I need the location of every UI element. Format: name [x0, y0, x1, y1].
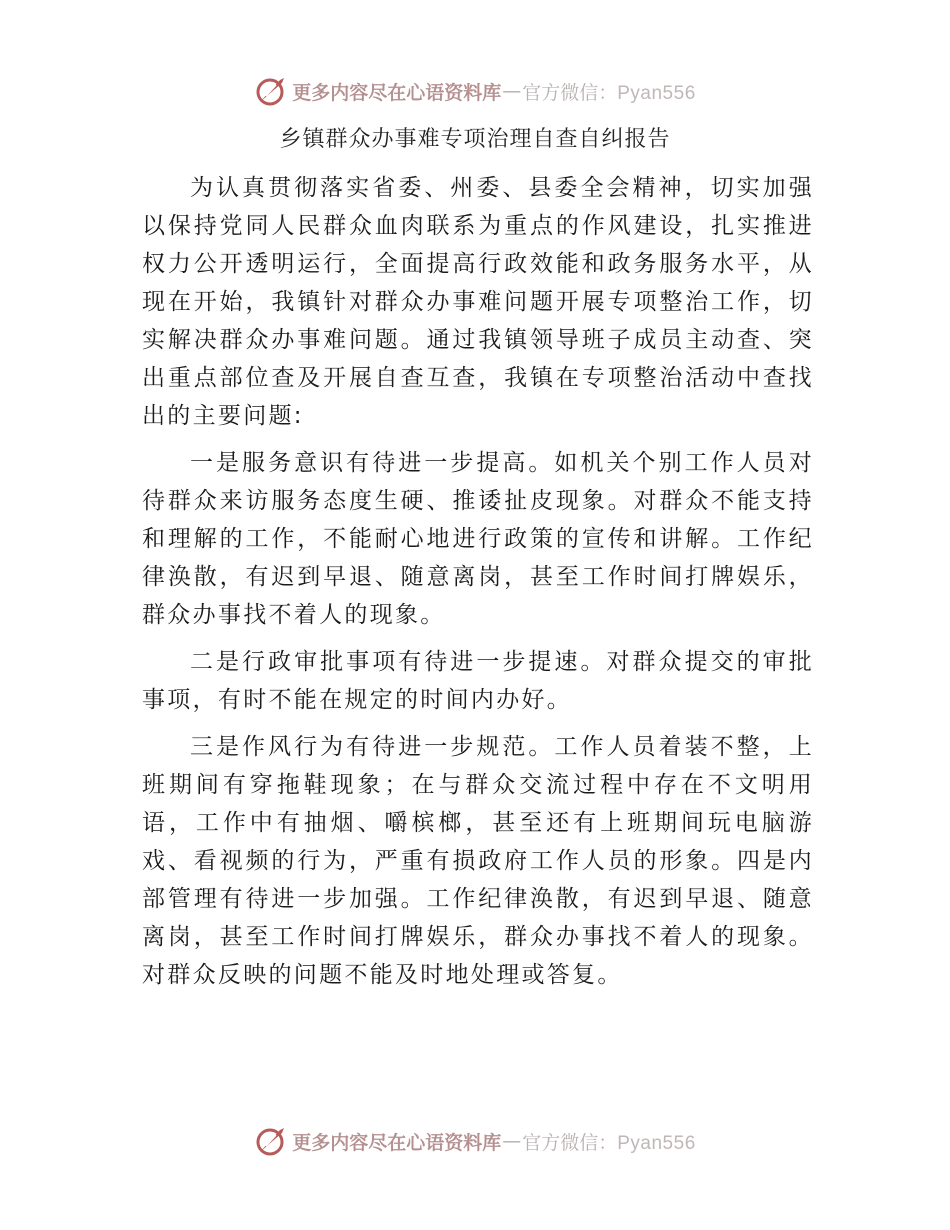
watermark-wechat [522, 1128, 696, 1155]
watermark-brand: 更多内容尽在心语资料库 [292, 1131, 502, 1154]
paragraph-issue-2: 二是行政审批事项有待进一步提速。对群众提交的审批事项，有时不能在规定的时间内办好。 [142, 649, 814, 713]
paragraph-issue-1: 一是服务意识有待进一步提高。如机关个别工作人员对待群众来访服务态度生硬、推诿扯皮现象。对群众不能支持和理解的工作，不能耐心地进行政策的宣传和讲解。工作纪律涣散，有迟到早退、随意离岗，甚至工作时间打牌娱乐，群众办事找不着人的现象。 [142, 450, 814, 628]
watermark-wechat-id: Pyan556 [617, 82, 696, 104]
document-body [142, 169, 814, 1003]
watermark-label: 官方微信： [522, 1131, 618, 1154]
watermark-wechat-id: Pyan556 [617, 1132, 696, 1154]
watermark-brand: 更多内容尽在心语资料库 [292, 81, 502, 104]
watermark-label: 官方微信： [522, 81, 618, 104]
watermark-wechat [522, 78, 696, 105]
watermark-dash: — [502, 80, 522, 102]
footer-watermark [0, 1124, 950, 1158]
paragraph-intro: 为认真贯彻落实省委、州委、县委全会精神，切实加强以保持党同人民群众血肉联系为重点的作风建设，扎实推进权力公开透明运行，全面提高行政效能和政务服务水平，从现在开始，我镇针对群众办事难问题开展专项整治工作，切实解决群众办事难问题。通过我镇领导班子成员主动查、突出重点部位查及开展自查互查，我镇在专项整治活动中查找出的主要问题: [142, 175, 814, 429]
paragraph-issue-3-4: 三是作风行为有待进一步规范。工作人员着装不整，上班期间有穿拖鞋现象；在与群众交流过程中存在不文明用语，工作中有抽烟、嚼槟榔，甚至还有上班期间玩电脑游戏、看视频的行为，严重有损政府工作人员的形象。四是内部管理有待进一步加强。工作纪律涣散，有迟到早退、随意离岗，甚至工作时间打牌娱乐，群众办事找不着人的现象。对群众反映的问题不能及时地处理或答复。 [142, 734, 814, 988]
document-title: 乡镇群众办事难专项治理自查自纠报告 [279, 127, 671, 152]
header-watermark [0, 74, 950, 108]
feather-pen-logo-icon [254, 1124, 288, 1158]
watermark-dash: — [502, 1130, 522, 1152]
feather-pen-logo-icon [254, 74, 288, 108]
